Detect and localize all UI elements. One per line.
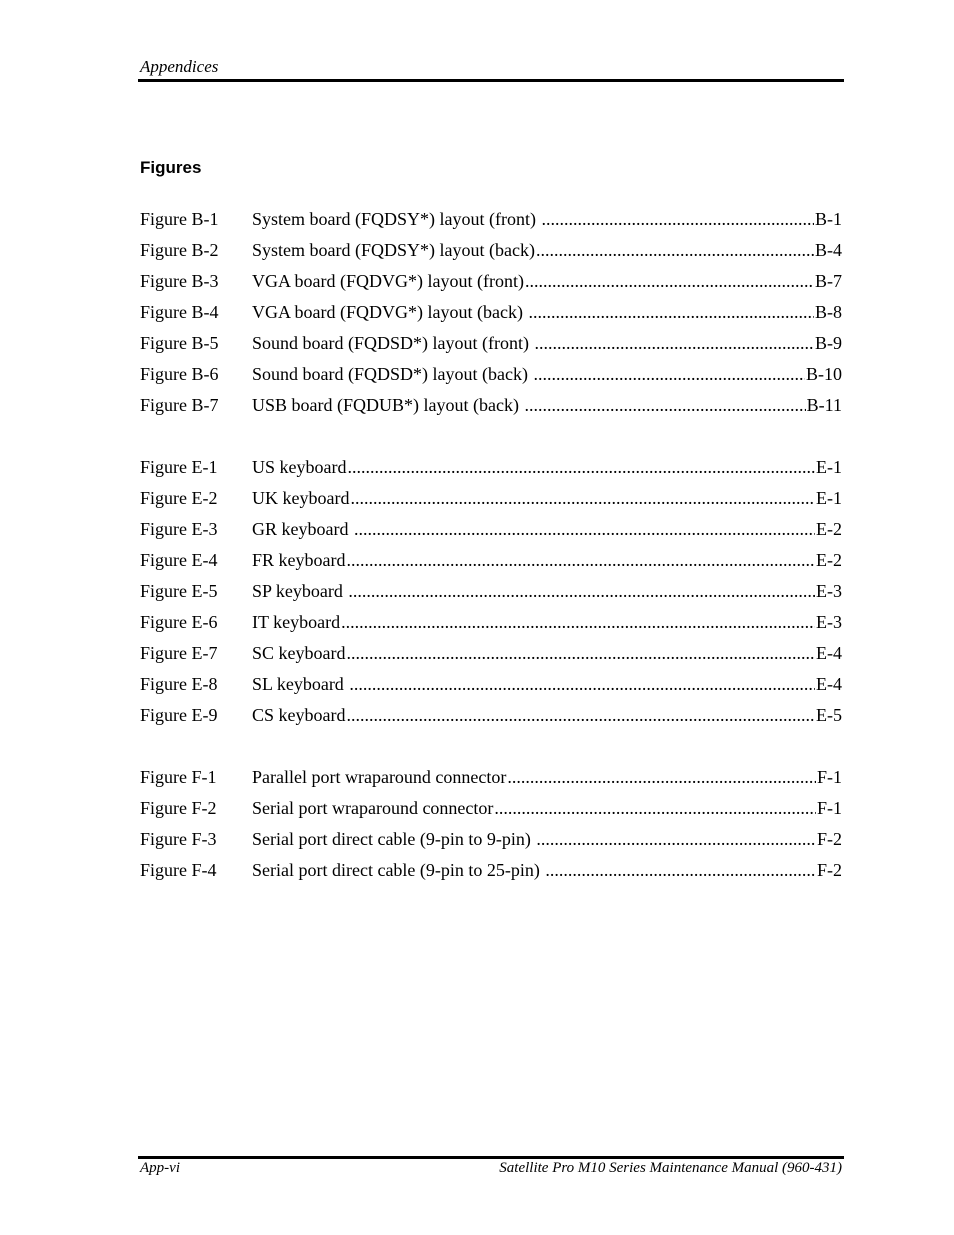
- figure-entry[interactable]: [140, 359, 842, 390]
- figure-title: Serial port direct cable (9-pin to 25-pin): [252, 860, 545, 880]
- figure-group: [140, 452, 842, 731]
- figure-number: Figure B-1: [140, 209, 219, 229]
- figure-entry[interactable]: [140, 483, 842, 514]
- figure-entry[interactable]: [140, 824, 842, 855]
- figure-title: System board (FQDSY*) layout (back): [252, 240, 535, 260]
- figure-group: [140, 204, 842, 421]
- figure-page-ref: B-8: [815, 302, 842, 322]
- figure-number: Figure B-5: [140, 333, 219, 353]
- figure-title: FR keyboard: [252, 550, 346, 570]
- header-section-title: Appendices: [140, 57, 219, 76]
- figure-title: Sound board (FQDSD*) layout (front): [252, 333, 534, 353]
- figure-number: Figure E-6: [140, 612, 218, 632]
- footer-rule: [138, 1156, 844, 1159]
- figure-entry[interactable]: [140, 452, 842, 483]
- dot-leader: [347, 545, 816, 576]
- figure-entry[interactable]: [140, 297, 842, 328]
- figure-number: Figure E-9: [140, 705, 218, 725]
- figure-title: SL keyboard: [252, 674, 349, 694]
- dot-leader: [354, 514, 815, 545]
- figure-page-ref: E-2: [816, 519, 842, 539]
- figure-title: USB board (FQDUB*) layout (back): [252, 395, 524, 415]
- dot-leader: [348, 576, 815, 607]
- footer-manual-title: Satellite Pro M10 Series Maintenance Manual (960-431): [499, 1160, 842, 1176]
- dot-leader: [494, 793, 816, 824]
- figure-number: Figure B-6: [140, 364, 219, 384]
- figure-page-ref: B-10: [806, 364, 842, 384]
- section-heading: Figures: [140, 158, 202, 177]
- figure-title: GR keyboard: [252, 519, 353, 539]
- dot-leader: [347, 452, 815, 483]
- figure-entry[interactable]: [140, 607, 842, 638]
- figure-number: Figure E-5: [140, 581, 218, 601]
- figure-page-ref: B-4: [815, 240, 842, 260]
- figure-entry[interactable]: [140, 204, 842, 235]
- figure-page-ref: B-7: [815, 271, 842, 291]
- dot-leader: [341, 607, 815, 638]
- figure-title: SP keyboard: [252, 581, 348, 601]
- figure-entry[interactable]: [140, 545, 842, 576]
- figure-title: UK keyboard: [252, 488, 350, 508]
- figure-number: Figure B-3: [140, 271, 219, 291]
- figure-page-ref: E-2: [816, 550, 842, 570]
- figure-title: VGA board (FQDVG*) layout (back): [252, 302, 528, 322]
- figure-entry[interactable]: [140, 235, 842, 266]
- dot-leader: [507, 762, 816, 793]
- figure-page-ref: F-1: [816, 798, 842, 818]
- figure-number: Figure E-2: [140, 488, 218, 508]
- figure-group: [140, 762, 842, 886]
- dot-leader: [347, 700, 816, 731]
- figure-entry[interactable]: [140, 328, 842, 359]
- figure-page-ref: F-1: [816, 767, 842, 787]
- figure-entry[interactable]: [140, 514, 842, 545]
- figure-number: Figure F-1: [140, 767, 217, 787]
- header-rule: [138, 79, 844, 82]
- dot-leader: [541, 204, 814, 235]
- figure-page-ref: B-9: [815, 333, 842, 353]
- dot-leader: [533, 359, 805, 390]
- dot-leader: [347, 638, 816, 669]
- figure-page-ref: E-3: [816, 581, 842, 601]
- figure-number: Figure B-2: [140, 240, 219, 260]
- dot-leader: [524, 390, 805, 421]
- dot-leader: [545, 855, 816, 886]
- figure-entry[interactable]: [140, 793, 842, 824]
- figure-entry[interactable]: [140, 390, 842, 421]
- figure-number: Figure F-4: [140, 860, 217, 880]
- dot-leader: [536, 824, 816, 855]
- figure-title: US keyboard: [252, 457, 347, 477]
- dot-leader: [349, 669, 815, 700]
- figure-page-ref: F-2: [816, 829, 842, 849]
- figure-page-ref: E-1: [816, 457, 842, 477]
- figure-page-ref: B-1: [815, 209, 842, 229]
- figure-list: [140, 204, 842, 886]
- dot-leader: [525, 266, 814, 297]
- dot-leader: [536, 235, 814, 266]
- figure-entry[interactable]: [140, 576, 842, 607]
- figure-entry[interactable]: [140, 762, 842, 793]
- figure-number: Figure E-1: [140, 457, 218, 477]
- figure-page-ref: B-11: [806, 395, 842, 415]
- figure-entry[interactable]: [140, 638, 842, 669]
- figure-page-ref: E-4: [816, 643, 842, 663]
- figure-entry[interactable]: [140, 700, 842, 731]
- figure-title: Parallel port wraparound connector: [252, 767, 507, 787]
- figure-page-ref: E-4: [816, 674, 842, 694]
- figure-title: System board (FQDSY*) layout (front): [252, 209, 541, 229]
- figure-page-ref: E-1: [816, 488, 842, 508]
- figure-entry[interactable]: [140, 266, 842, 297]
- figure-title: CS keyboard: [252, 705, 346, 725]
- figure-title: SC keyboard: [252, 643, 346, 663]
- figure-title: IT keyboard: [252, 612, 341, 632]
- figure-entry[interactable]: [140, 855, 842, 886]
- figure-page-ref: F-2: [816, 860, 842, 880]
- figure-page-ref: E-3: [816, 612, 842, 632]
- figure-number: Figure B-4: [140, 302, 219, 322]
- dot-leader: [528, 297, 814, 328]
- figure-title: Serial port wraparound connector: [252, 798, 494, 818]
- figure-number: Figure B-7: [140, 395, 219, 415]
- dot-leader: [350, 483, 815, 514]
- figure-number: Figure E-8: [140, 674, 218, 694]
- figure-number: Figure E-3: [140, 519, 218, 539]
- figure-title: VGA board (FQDVG*) layout (front): [252, 271, 524, 291]
- figure-title: Serial port direct cable (9-pin to 9-pin): [252, 829, 536, 849]
- figure-entry[interactable]: [140, 669, 842, 700]
- figure-number: Figure E-4: [140, 550, 218, 570]
- footer-page-number: App-vi: [140, 1160, 180, 1176]
- figure-number: Figure F-2: [140, 798, 217, 818]
- dot-leader: [534, 328, 814, 359]
- figure-number: Figure F-3: [140, 829, 217, 849]
- figure-title: Sound board (FQDSD*) layout (back): [252, 364, 533, 384]
- figure-number: Figure E-7: [140, 643, 218, 663]
- figure-page-ref: E-5: [816, 705, 842, 725]
